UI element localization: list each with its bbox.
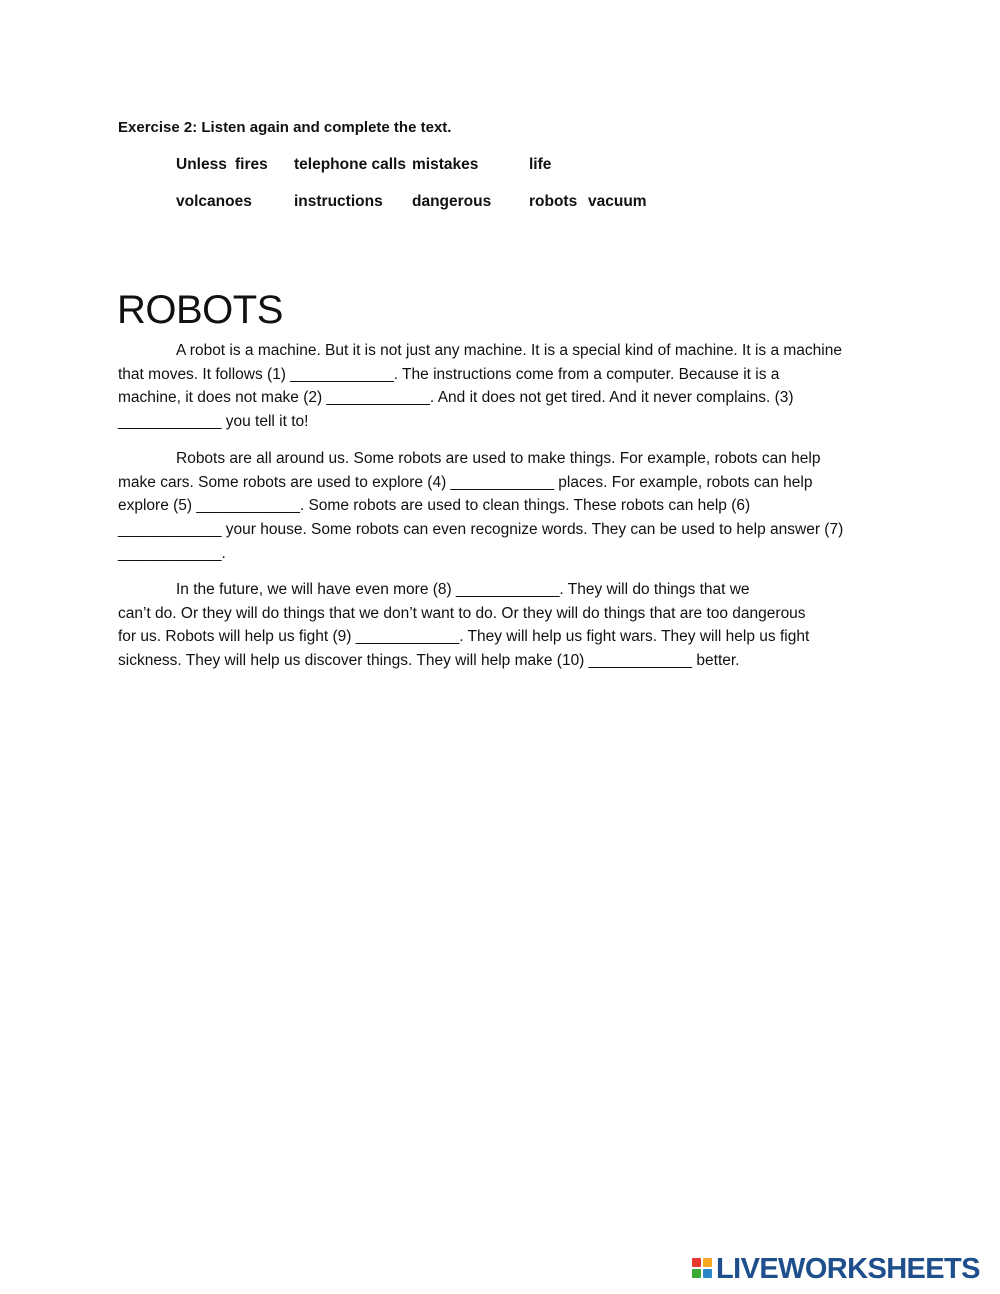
document-title: ROBOTS xyxy=(117,288,283,332)
word-bank xyxy=(0,0,1000,240)
text-line: A robot is a machine. But it is not just any machine. It is a special kind of machine. It is a machine xyxy=(176,342,842,359)
word-bank-item: fires xyxy=(235,156,268,173)
word-bank-item: telephone calls xyxy=(294,156,406,173)
text-line: can’t do. Or they will do things that we don’t want to do. Or they will do things that are too dangerous xyxy=(118,604,806,622)
word-bank-item: robots xyxy=(529,193,578,210)
word-bank-item: vacuum xyxy=(588,193,647,210)
exercise-title: Exercise 2: Listen again and complete the text. xyxy=(118,119,452,136)
text-line: machine, it does not make (2) ____________. And it does not get tired. And it never complains. (3) xyxy=(118,389,794,407)
text-line: ____________ you tell it to! xyxy=(118,413,309,431)
text-line: for us. Robots will help us fight (9) ____________. They will help us fight wars. They will help us fight xyxy=(118,628,810,646)
text-line: that moves. It follows (1) ____________. The instructions come from a computer. Because it is a xyxy=(118,365,780,383)
paragraph-3 xyxy=(118,578,886,673)
word-bank-item: Unless xyxy=(176,156,227,173)
text-line: ____________. xyxy=(118,544,226,562)
text-line: Robots are all around us. Some robots are used to make things. For example, robots can help xyxy=(176,450,821,467)
text-line: ____________ your house. Some robots can even recognize words. They can be used to help answer (7) xyxy=(118,521,844,539)
word-bank-item: mistakes xyxy=(412,156,479,173)
word-bank-item: instructions xyxy=(294,193,383,210)
text-line: In the future, we will have even more (8) ____________. They will do things that we xyxy=(176,581,750,598)
logo-text: LIVEWORKSHEETS xyxy=(716,1252,980,1285)
liveworksheets-logo xyxy=(692,1254,980,1284)
word-bank-item: dangerous xyxy=(412,193,492,210)
word-bank-item: volcanoes xyxy=(176,193,252,210)
text-line: explore (5) ____________. Some robots are used to clean things. These robots can help (6) xyxy=(118,497,751,515)
paragraph-2 xyxy=(118,447,886,566)
liveworksheets-logo-icon xyxy=(692,1257,714,1281)
paragraph-1 xyxy=(118,339,886,434)
text-line: make cars. Some robots are used to explore (4) ____________ places. For example, robots can help xyxy=(118,473,813,491)
word-bank-item: life xyxy=(529,156,552,173)
text-line: sickness. They will help us discover things. They will help make (10) ____________ better. xyxy=(118,652,740,670)
